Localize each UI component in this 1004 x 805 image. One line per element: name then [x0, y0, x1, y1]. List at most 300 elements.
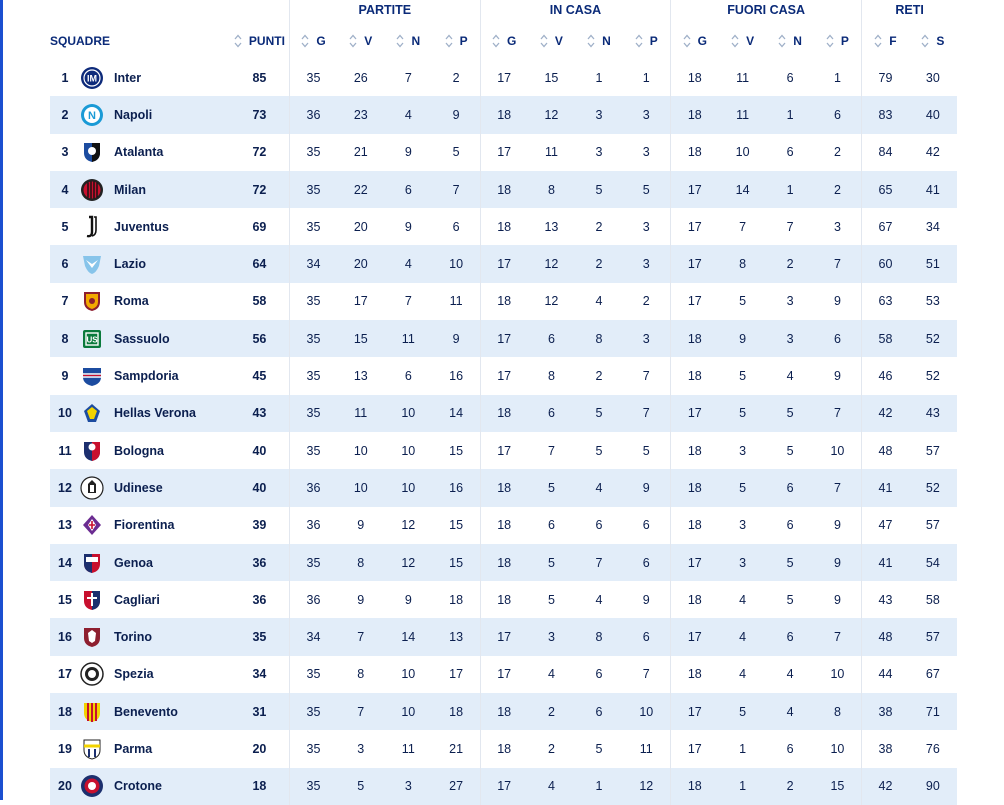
sort-arrows-icon	[234, 34, 242, 48]
parma-logo-icon	[80, 737, 104, 761]
stat-cell-v: 8	[337, 544, 384, 581]
stat-cell-n: 6	[595, 667, 603, 682]
position-cell: 8	[50, 320, 80, 357]
stat-cell-v: 9	[357, 592, 365, 607]
sort-arrows-icon	[921, 34, 929, 48]
stat-cell-n: 8	[575, 618, 622, 655]
standings-row[interactable]	[50, 730, 957, 767]
points-cell: 69	[252, 219, 267, 234]
stat-cell-g: 17	[671, 544, 719, 581]
stat-cell-n: 9	[404, 219, 412, 234]
team-cell[interactable]	[80, 357, 230, 394]
stat-cell-n: 6	[404, 369, 412, 384]
stat-cell-v: 5	[527, 544, 575, 581]
stat-cell-f: 44	[862, 656, 909, 693]
stat-cell-p: 2	[642, 294, 650, 309]
stat-cell-g: 18	[480, 283, 527, 320]
stat-cell-p: 7	[814, 618, 862, 655]
stat-cell-p: 10	[830, 667, 845, 682]
stat-cell-f: 41	[862, 469, 909, 506]
stat-cell-v: 6	[547, 518, 555, 533]
team-name: Roma	[114, 294, 149, 309]
team-link[interactable]	[80, 476, 230, 500]
stat-cell-p: 10	[622, 693, 670, 730]
stat-cell-n: 4	[767, 693, 814, 730]
position-cell: 5	[61, 219, 69, 234]
column-header-row	[50, 22, 957, 59]
team-cell[interactable]	[80, 730, 230, 767]
team-name: Spezia	[114, 667, 154, 682]
stat-cell-v: 20	[353, 219, 368, 234]
stat-cell-s: 52	[925, 369, 940, 384]
sort-arrows-icon	[635, 34, 643, 48]
stat-cell-f: 43	[862, 581, 909, 618]
stat-cell-g: 35	[289, 656, 337, 693]
team-cell[interactable]	[80, 171, 230, 208]
stat-cell-n: 4	[384, 96, 432, 133]
stat-cell-p: 6	[642, 518, 650, 533]
standings-row[interactable]	[50, 171, 957, 208]
standings-row[interactable]	[50, 469, 957, 506]
sort-arrows-icon	[587, 34, 595, 48]
stat-cell-f: 48	[862, 432, 909, 469]
stat-cell-f: 48	[862, 618, 909, 655]
stat-cell-p: 8	[814, 693, 862, 730]
stat-cell-p: 15	[449, 518, 464, 533]
standings-row[interactable]	[50, 96, 957, 133]
standings-row[interactable]	[50, 245, 957, 282]
stat-cell-n: 7	[404, 70, 412, 85]
stat-cell-v: 23	[337, 96, 384, 133]
benevento-logo-icon	[80, 700, 104, 724]
stat-cell-p: 6	[452, 219, 460, 234]
stat-cell-v: 5	[719, 395, 767, 432]
stat-cell-g: 34	[289, 245, 337, 282]
position-cell: 2	[50, 96, 80, 133]
stat-cell-n: 5	[767, 544, 814, 581]
position-cell: 3	[61, 145, 69, 160]
stat-cell-p: 11	[449, 294, 463, 309]
team-cell[interactable]	[80, 469, 230, 506]
stat-cell-g: 17	[480, 59, 527, 96]
stat-cell-p: 10	[830, 741, 845, 756]
stat-cell-p: 5	[642, 443, 650, 458]
points-cell: 43	[230, 395, 289, 432]
stat-cell-v: 11	[544, 145, 558, 160]
stat-cell-v: 7	[337, 618, 384, 655]
stat-cell-n: 8	[575, 320, 622, 357]
position-cell: 15	[58, 592, 72, 607]
stat-cell-g: 18	[671, 59, 719, 96]
team-link[interactable]	[80, 327, 230, 351]
standings-row[interactable]	[50, 208, 957, 245]
stat-cell-g: 35	[289, 283, 337, 320]
stat-cell-n: 3	[767, 320, 814, 357]
stat-cell-p: 9	[833, 369, 841, 384]
column-header-p[interactable]	[814, 22, 862, 59]
stat-cell-p: 6	[622, 618, 670, 655]
stat-cell-v: 13	[544, 219, 559, 234]
team-cell[interactable]	[80, 320, 230, 357]
stat-cell-v: 5	[527, 469, 575, 506]
svg-text:IM: IM	[87, 73, 98, 84]
column-header-label: S	[936, 33, 945, 48]
points-cell: 40	[252, 443, 267, 458]
stat-cell-v: 8	[547, 369, 555, 384]
stat-cell-p: 18	[432, 693, 480, 730]
team-link[interactable]	[80, 774, 230, 798]
column-header-label: G	[316, 33, 326, 48]
stat-cell-g: 35	[289, 730, 337, 767]
stat-cell-n: 4	[595, 592, 603, 607]
column-header-p[interactable]	[622, 22, 670, 59]
stat-cell-p: 14	[432, 395, 480, 432]
stat-cell-f: 58	[862, 320, 909, 357]
sort-arrows-icon	[874, 34, 882, 48]
team-cell[interactable]	[80, 544, 230, 581]
team-link[interactable]	[80, 625, 230, 649]
stat-cell-f: 65	[862, 171, 909, 208]
column-header-label: G	[506, 33, 517, 48]
stat-cell-p: 5	[622, 171, 670, 208]
stat-cell-p: 2	[833, 145, 841, 160]
stat-cell-n: 4	[786, 667, 794, 682]
sort-arrows-icon	[349, 34, 357, 48]
team-link[interactable]	[80, 103, 230, 127]
stat-cell-v: 6	[527, 320, 575, 357]
stat-cell-s: 52	[909, 469, 957, 506]
stat-cell-v: 2	[527, 693, 575, 730]
stat-cell-n: 6	[575, 693, 622, 730]
stat-cell-g: 35	[289, 134, 337, 171]
position-cell: 1	[61, 70, 69, 85]
team-name: Hellas Verona	[114, 406, 197, 421]
cagliari-logo-icon	[80, 588, 104, 612]
stat-cell-g: 17	[480, 134, 527, 171]
standings-body	[50, 59, 957, 805]
standings-row[interactable]	[50, 768, 957, 805]
stat-cell-v: 10	[735, 145, 750, 160]
stat-cell-v: 8	[527, 171, 575, 208]
stat-cell-g: 18	[480, 395, 527, 432]
juventus-logo-icon	[80, 215, 104, 239]
team-link[interactable]	[80, 401, 230, 425]
inter-logo-icon	[80, 66, 104, 90]
team-cell[interactable]	[80, 96, 230, 133]
points-cell: 31	[230, 693, 289, 730]
stat-cell-v: 26	[353, 70, 368, 85]
stat-cell-s: 30	[925, 70, 940, 85]
group-header-row	[50, 0, 957, 22]
position-cell: 4	[50, 171, 80, 208]
stat-cell-g: 17	[671, 693, 719, 730]
standings-row[interactable]	[50, 507, 957, 544]
team-cell[interactable]	[80, 245, 230, 282]
team-link[interactable]	[80, 513, 230, 537]
points-cell: 56	[230, 320, 289, 357]
stat-cell-n: 1	[767, 171, 814, 208]
stat-cell-n: 9	[404, 145, 412, 160]
column-header-punti[interactable]	[230, 22, 289, 59]
stat-cell-s: 57	[909, 618, 957, 655]
group-header-fuori-casa: FUORI CASA	[671, 0, 862, 22]
stat-cell-n: 2	[767, 245, 814, 282]
team-cell[interactable]	[80, 581, 230, 618]
stat-cell-p: 15	[449, 443, 464, 458]
standings-table	[50, 0, 957, 805]
team-cell[interactable]	[80, 507, 230, 544]
stat-cell-g: 18	[671, 581, 719, 618]
stat-cell-n: 7	[786, 219, 794, 234]
column-header-label: N	[411, 33, 421, 48]
stat-cell-n: 5	[786, 592, 794, 607]
stat-cell-s: 40	[909, 96, 957, 133]
team-cell[interactable]	[80, 432, 230, 469]
stat-cell-p: 9	[622, 469, 670, 506]
position-cell: 14	[50, 544, 80, 581]
stat-cell-v: 8	[357, 667, 365, 682]
column-header-v[interactable]	[527, 22, 575, 59]
stat-cell-p: 16	[449, 369, 464, 384]
standings-row[interactable]	[50, 581, 957, 618]
standings-row[interactable]	[50, 618, 957, 655]
stat-cell-v: 5	[719, 693, 767, 730]
stat-cell-g: 36	[289, 96, 337, 133]
standings-row[interactable]	[50, 134, 957, 171]
column-header-n[interactable]	[767, 22, 814, 59]
team-cell[interactable]	[80, 618, 230, 655]
column-header-p[interactable]	[432, 22, 480, 59]
standings-row[interactable]	[50, 357, 957, 394]
stat-cell-g: 18	[480, 544, 527, 581]
stat-cell-f: 84	[862, 134, 909, 171]
stat-cell-g: 17	[480, 245, 527, 282]
team-link[interactable]	[80, 364, 230, 388]
stat-cell-s: 53	[925, 294, 940, 309]
sort-arrows-icon	[301, 34, 309, 48]
stat-cell-p: 9	[833, 518, 841, 533]
stat-cell-g: 17	[480, 768, 527, 805]
stat-cell-p: 7	[814, 469, 862, 506]
column-header-label: V	[554, 33, 563, 48]
team-cell[interactable]	[80, 395, 230, 432]
team-link[interactable]	[80, 140, 230, 164]
column-header-g[interactable]	[671, 22, 719, 59]
udinese-logo-icon	[80, 476, 104, 500]
stat-cell-v: 8	[719, 245, 767, 282]
stat-cell-n: 3	[786, 294, 794, 309]
team-link[interactable]	[80, 662, 230, 686]
points-cell: 36	[230, 544, 289, 581]
standings-row[interactable]	[50, 59, 957, 96]
stat-cell-p: 9	[642, 592, 650, 607]
stat-cell-v: 3	[739, 443, 747, 458]
stat-cell-f: 67	[862, 208, 909, 245]
stat-cell-g: 18	[480, 171, 527, 208]
stat-cell-g: 35	[289, 768, 337, 805]
team-cell[interactable]	[80, 59, 230, 96]
stat-cell-v: 7	[337, 693, 384, 730]
stat-cell-g: 17	[671, 395, 719, 432]
stat-cell-v: 4	[739, 592, 747, 607]
standings-row[interactable]	[50, 283, 957, 320]
stat-cell-v: 12	[527, 245, 575, 282]
stat-cell-v: 5	[547, 592, 555, 607]
stat-cell-n: 6	[786, 145, 794, 160]
stat-cell-v: 4	[739, 667, 747, 682]
team-link[interactable]	[80, 588, 230, 612]
team-link[interactable]	[80, 178, 230, 202]
column-header-s[interactable]	[909, 22, 957, 59]
points-cell: 18	[230, 768, 289, 805]
stat-cell-p: 3	[622, 245, 670, 282]
sort-arrows-icon	[445, 34, 453, 48]
stat-cell-p: 3	[622, 96, 670, 133]
team-name: Benevento	[114, 704, 178, 719]
stat-cell-n: 14	[384, 618, 432, 655]
team-link[interactable]	[80, 215, 230, 239]
stat-cell-g: 35	[289, 432, 337, 469]
standings-row[interactable]	[50, 320, 957, 357]
stat-cell-p: 15	[432, 544, 480, 581]
stat-cell-g: 36	[289, 581, 337, 618]
column-header-n[interactable]	[575, 22, 622, 59]
stat-cell-n: 7	[404, 294, 412, 309]
stat-cell-n: 5	[575, 395, 622, 432]
stat-cell-g: 35	[289, 59, 337, 96]
stat-cell-p: 5	[452, 145, 460, 160]
stat-cell-p: 11	[639, 741, 653, 756]
stat-cell-v: 15	[544, 70, 559, 85]
column-header-label: P	[840, 33, 849, 48]
sort-arrows-icon	[540, 34, 548, 48]
stat-cell-v: 9	[719, 320, 767, 357]
stat-cell-p: 3	[833, 219, 841, 234]
team-link[interactable]	[80, 252, 230, 276]
stat-cell-g: 17	[671, 208, 719, 245]
stat-cell-s: 57	[925, 443, 940, 458]
group-header-partite: PARTITE	[289, 0, 480, 22]
group-header-reti: RETI	[862, 0, 957, 22]
stat-cell-s: 43	[909, 395, 957, 432]
team-link[interactable]	[80, 700, 230, 724]
stat-cell-g: 35	[289, 357, 337, 394]
stat-cell-s: 41	[909, 171, 957, 208]
team-name: Lazio	[114, 257, 146, 272]
team-name: Inter	[114, 70, 142, 85]
column-header-label: P	[459, 33, 468, 48]
left-edge-bar	[0, 0, 3, 800]
stat-cell-n: 6	[384, 171, 432, 208]
position-cell: 7	[61, 294, 69, 309]
stat-cell-f: 47	[862, 507, 909, 544]
standings-row[interactable]	[50, 693, 957, 730]
team-cell[interactable]	[80, 208, 230, 245]
points-cell: 64	[230, 245, 289, 282]
team-cell[interactable]	[80, 656, 230, 693]
team-cell[interactable]	[80, 283, 230, 320]
stat-cell-n: 6	[767, 618, 814, 655]
stat-cell-v: 12	[544, 294, 559, 309]
stat-cell-n: 3	[384, 768, 432, 805]
team-cell[interactable]	[80, 693, 230, 730]
column-header-f[interactable]	[862, 22, 909, 59]
stat-cell-g: 18	[480, 469, 527, 506]
sort-arrows-icon	[492, 34, 500, 48]
stat-cell-v: 2	[547, 741, 555, 756]
stat-cell-n: 2	[595, 219, 603, 234]
stat-cell-s: 51	[909, 245, 957, 282]
stat-cell-v: 21	[353, 145, 368, 160]
stat-cell-v: 4	[719, 618, 767, 655]
column-header-g[interactable]	[289, 22, 337, 59]
column-header-v[interactable]	[337, 22, 384, 59]
position-cell: 16	[50, 618, 80, 655]
group-header-in-casa: IN CASA	[480, 0, 670, 22]
stat-cell-n: 2	[575, 245, 622, 282]
stat-cell-p: 6	[814, 96, 862, 133]
roma-logo-icon	[80, 289, 104, 313]
spezia-logo-icon	[80, 662, 104, 686]
stat-cell-v: 5	[739, 369, 747, 384]
stat-cell-v: 5	[739, 294, 747, 309]
stat-cell-s: 90	[909, 768, 957, 805]
column-header-label: N	[793, 33, 802, 48]
stat-cell-v: 3	[739, 518, 747, 533]
team-link[interactable]	[80, 289, 230, 313]
team-link[interactable]	[80, 439, 230, 463]
team-cell[interactable]	[80, 134, 230, 171]
stat-cell-f: 42	[862, 768, 909, 805]
position-cell: 9	[61, 369, 69, 384]
stat-cell-g: 34	[289, 618, 337, 655]
napoli-logo-icon	[80, 103, 104, 127]
stat-cell-g: 18	[671, 432, 719, 469]
atalanta-logo-icon	[80, 140, 104, 164]
stat-cell-n: 4	[786, 369, 794, 384]
column-header-g[interactable]	[480, 22, 527, 59]
team-link[interactable]	[80, 737, 230, 761]
team-cell[interactable]	[80, 768, 230, 805]
team-link[interactable]	[80, 551, 230, 575]
stat-cell-n: 10	[401, 667, 416, 682]
standings-row[interactable]	[50, 432, 957, 469]
column-header-v[interactable]	[719, 22, 767, 59]
stat-cell-g: 18	[671, 357, 719, 394]
standings-row[interactable]	[50, 656, 957, 693]
stat-cell-g: 18	[671, 656, 719, 693]
stat-cell-g: 18	[671, 96, 719, 133]
stat-cell-g: 17	[480, 656, 527, 693]
stat-cell-n: 3	[595, 145, 603, 160]
stat-cell-v: 3	[719, 544, 767, 581]
torino-logo-icon	[80, 625, 104, 649]
standings-row[interactable]	[50, 395, 957, 432]
team-link[interactable]	[80, 66, 230, 90]
column-header-label: P	[649, 33, 658, 48]
column-header-n[interactable]	[384, 22, 432, 59]
column-header-label: F	[889, 33, 897, 48]
stat-cell-v: 9	[357, 518, 365, 533]
stat-cell-p: 7	[642, 667, 650, 682]
standings-row[interactable]	[50, 544, 957, 581]
stat-cell-n: 3	[575, 96, 622, 133]
stat-cell-g: 35	[289, 693, 337, 730]
stat-cell-g: 18	[480, 96, 527, 133]
stat-cell-p: 10	[830, 443, 845, 458]
stat-cell-p: 9	[833, 294, 841, 309]
stat-cell-g: 17	[480, 618, 527, 655]
